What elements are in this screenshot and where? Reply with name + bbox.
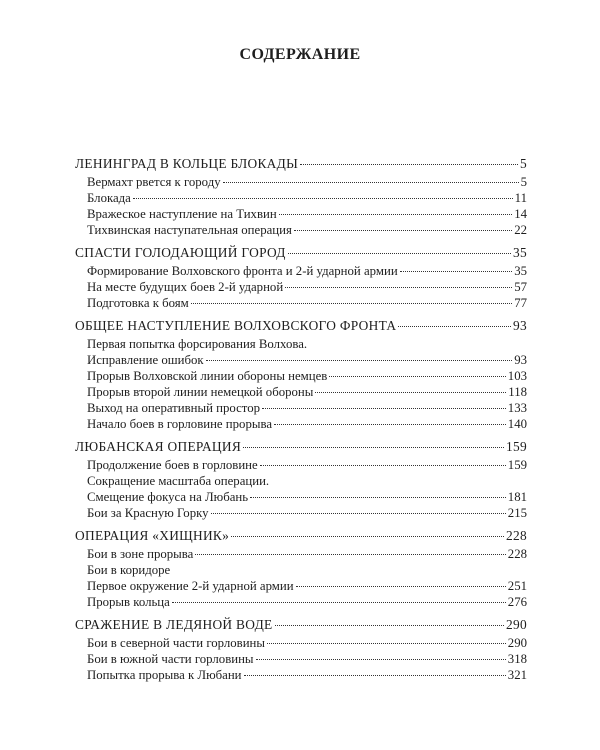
- dot-leader: [172, 602, 506, 603]
- dot-leader: [267, 643, 506, 644]
- toc-label: ОБЩЕЕ НАСТУПЛЕНИЕ ВОЛХОВСКОГО ФРОНТА: [75, 318, 397, 333]
- toc-entry: [75, 174, 527, 190]
- toc-label: СРАЖЕНИЕ В ЛЕДЯНОЙ ВОДЕ: [75, 617, 273, 632]
- toc-entry: [75, 562, 527, 578]
- toc-page-number: 228: [507, 547, 527, 561]
- toc-page-number: 228: [506, 528, 527, 543]
- toc-page-number: 93: [514, 353, 527, 367]
- dot-leader: [294, 230, 512, 231]
- toc-entry: [75, 635, 527, 651]
- toc-entry: [75, 457, 527, 473]
- toc-label: ОПЕРАЦИЯ «ХИЩНИК»: [75, 528, 230, 543]
- toc-chapter: [75, 244, 527, 311]
- toc-entry: [75, 206, 527, 222]
- toc-label: Прорыв Волховской линии обороны немцев: [87, 369, 328, 383]
- toc-label: Бои в северной части горловины: [87, 636, 266, 650]
- dot-leader: [243, 447, 504, 448]
- dot-leader: [256, 659, 506, 660]
- toc-label: Вражеское наступление на Тихвин: [87, 207, 277, 221]
- toc-label: Попытка прорыва к Любани: [87, 668, 242, 682]
- dot-leader: [315, 392, 506, 393]
- dot-leader: [231, 536, 504, 537]
- toc-label: Выход на оперативный простор: [87, 401, 261, 415]
- toc-label: ЛЕНИНГРАД В КОЛЬЦЕ БЛОКАДЫ: [75, 156, 299, 171]
- toc-label: Бои в зоне прорыва: [87, 547, 194, 561]
- toc-chapter-heading: [75, 317, 527, 334]
- toc-label: Бои в коридоре: [87, 563, 171, 577]
- toc-page-number: 22: [514, 223, 527, 237]
- toc-page-number: 5: [520, 175, 527, 189]
- toc-page-number: 215: [507, 506, 527, 520]
- toc-entry: [75, 263, 527, 279]
- dot-leader: [274, 424, 506, 425]
- toc-label: Начало боев в горловине прорыва: [87, 417, 273, 431]
- toc-label: Сокращение масштаба операции.: [87, 474, 270, 488]
- dot-leader: [223, 182, 519, 183]
- toc-chapter: [75, 317, 527, 432]
- dot-leader: [260, 465, 506, 466]
- toc-page-number: 93: [513, 318, 527, 333]
- dot-leader: [400, 271, 513, 272]
- dot-leader: [279, 214, 513, 215]
- toc-page-number: 35: [513, 245, 527, 260]
- toc-page-number: 321: [507, 668, 527, 682]
- toc-chapter-heading: [75, 616, 527, 633]
- toc-entry: [75, 190, 527, 206]
- toc-label: Первая попытка форсирования Волхова.: [87, 337, 308, 351]
- toc-chapter: [75, 438, 527, 521]
- dot-leader: [275, 625, 505, 626]
- toc-label: Бои за Красную Горку: [87, 506, 209, 520]
- toc-page-number: 35: [514, 264, 527, 278]
- toc-entry: [75, 352, 527, 368]
- dot-leader: [300, 164, 518, 165]
- toc-page-number: 159: [506, 439, 527, 454]
- dot-leader: [329, 376, 505, 377]
- toc-entry: [75, 416, 527, 432]
- toc-entry: [75, 384, 527, 400]
- toc-page-number: 140: [507, 417, 527, 431]
- toc-page-number: 118: [508, 385, 527, 399]
- toc-label: Формирование Волховского фронта и 2-й ударной армии: [87, 264, 398, 278]
- toc-label: Исправление ошибок: [87, 353, 204, 367]
- toc-label: Прорыв второй линии немецкой обороны: [87, 385, 314, 399]
- toc-page-number: 318: [507, 652, 527, 666]
- dot-leader: [262, 408, 506, 409]
- toc-page-number: 5: [520, 156, 527, 171]
- toc-chapter-heading: [75, 527, 527, 544]
- toc-label: ЛЮБАНСКАЯ ОПЕРАЦИЯ: [75, 439, 242, 454]
- toc-entry: [75, 279, 527, 295]
- toc-chapter: [75, 616, 527, 683]
- dot-leader: [250, 497, 506, 498]
- toc-entry: [75, 594, 527, 610]
- toc-label: Продолжение боев в горловине: [87, 458, 258, 472]
- toc-label: Бои в южной части горловины: [87, 652, 254, 666]
- toc-entry: [75, 505, 527, 521]
- toc-entry: [75, 578, 527, 594]
- toc-entry: [75, 222, 527, 238]
- table-of-contents: [75, 155, 527, 689]
- toc-label: На месте будущих боев 2-й ударной: [87, 280, 284, 294]
- toc-chapter: [75, 527, 527, 610]
- toc-chapter-heading: [75, 438, 527, 455]
- toc-label: Вермахт рвется к городу: [87, 175, 221, 189]
- toc-page-number: 290: [507, 636, 527, 650]
- toc-chapter-heading: [75, 155, 527, 172]
- toc-chapter-heading: [75, 244, 527, 261]
- toc-page-number: 276: [507, 595, 527, 609]
- dot-leader: [285, 287, 512, 288]
- dot-leader: [398, 326, 511, 327]
- page-title: СОДЕРЖАНИЕ: [239, 46, 361, 63]
- toc-page-number: 133: [507, 401, 527, 415]
- toc-page-number: 159: [507, 458, 527, 472]
- toc-page-number: 251: [507, 579, 527, 593]
- toc-label: Тихвинская наступательная операция: [87, 223, 292, 237]
- toc-label: Прорыв кольца: [87, 595, 170, 609]
- toc-entry: [75, 667, 527, 683]
- dot-leader: [296, 586, 506, 587]
- toc-page-number: 77: [514, 296, 527, 310]
- toc-entry: [75, 651, 527, 667]
- dot-leader: [133, 198, 513, 199]
- toc-chapter: [75, 155, 527, 238]
- toc-page-number: 290: [506, 617, 527, 632]
- toc-page-number: 103: [507, 369, 527, 383]
- toc-entry: [75, 489, 527, 505]
- toc-entry: [75, 546, 527, 562]
- toc-label: Первое окружение 2-й ударной армии: [87, 579, 294, 593]
- dot-leader: [288, 253, 511, 254]
- dot-leader: [211, 513, 506, 514]
- toc-page-number: 11: [514, 191, 527, 205]
- toc-entry: [75, 336, 527, 352]
- dot-leader: [206, 360, 513, 361]
- toc-label: Подготовка к боям: [87, 296, 189, 310]
- toc-label: СПАСТИ ГОЛОДАЮЩИЙ ГОРОД: [75, 245, 286, 260]
- toc-entry: [75, 473, 527, 489]
- toc-entry: [75, 400, 527, 416]
- toc-page-number: 14: [514, 207, 527, 221]
- dot-leader: [191, 303, 512, 304]
- toc-entry: [75, 295, 527, 311]
- toc-page-number: 57: [514, 280, 527, 294]
- dot-leader: [195, 554, 505, 555]
- dot-leader: [244, 675, 506, 676]
- toc-entry: [75, 368, 527, 384]
- toc-label: Блокада: [87, 191, 131, 205]
- toc-label: Смещение фокуса на Любань: [87, 490, 249, 504]
- toc-page-number: 181: [507, 490, 527, 504]
